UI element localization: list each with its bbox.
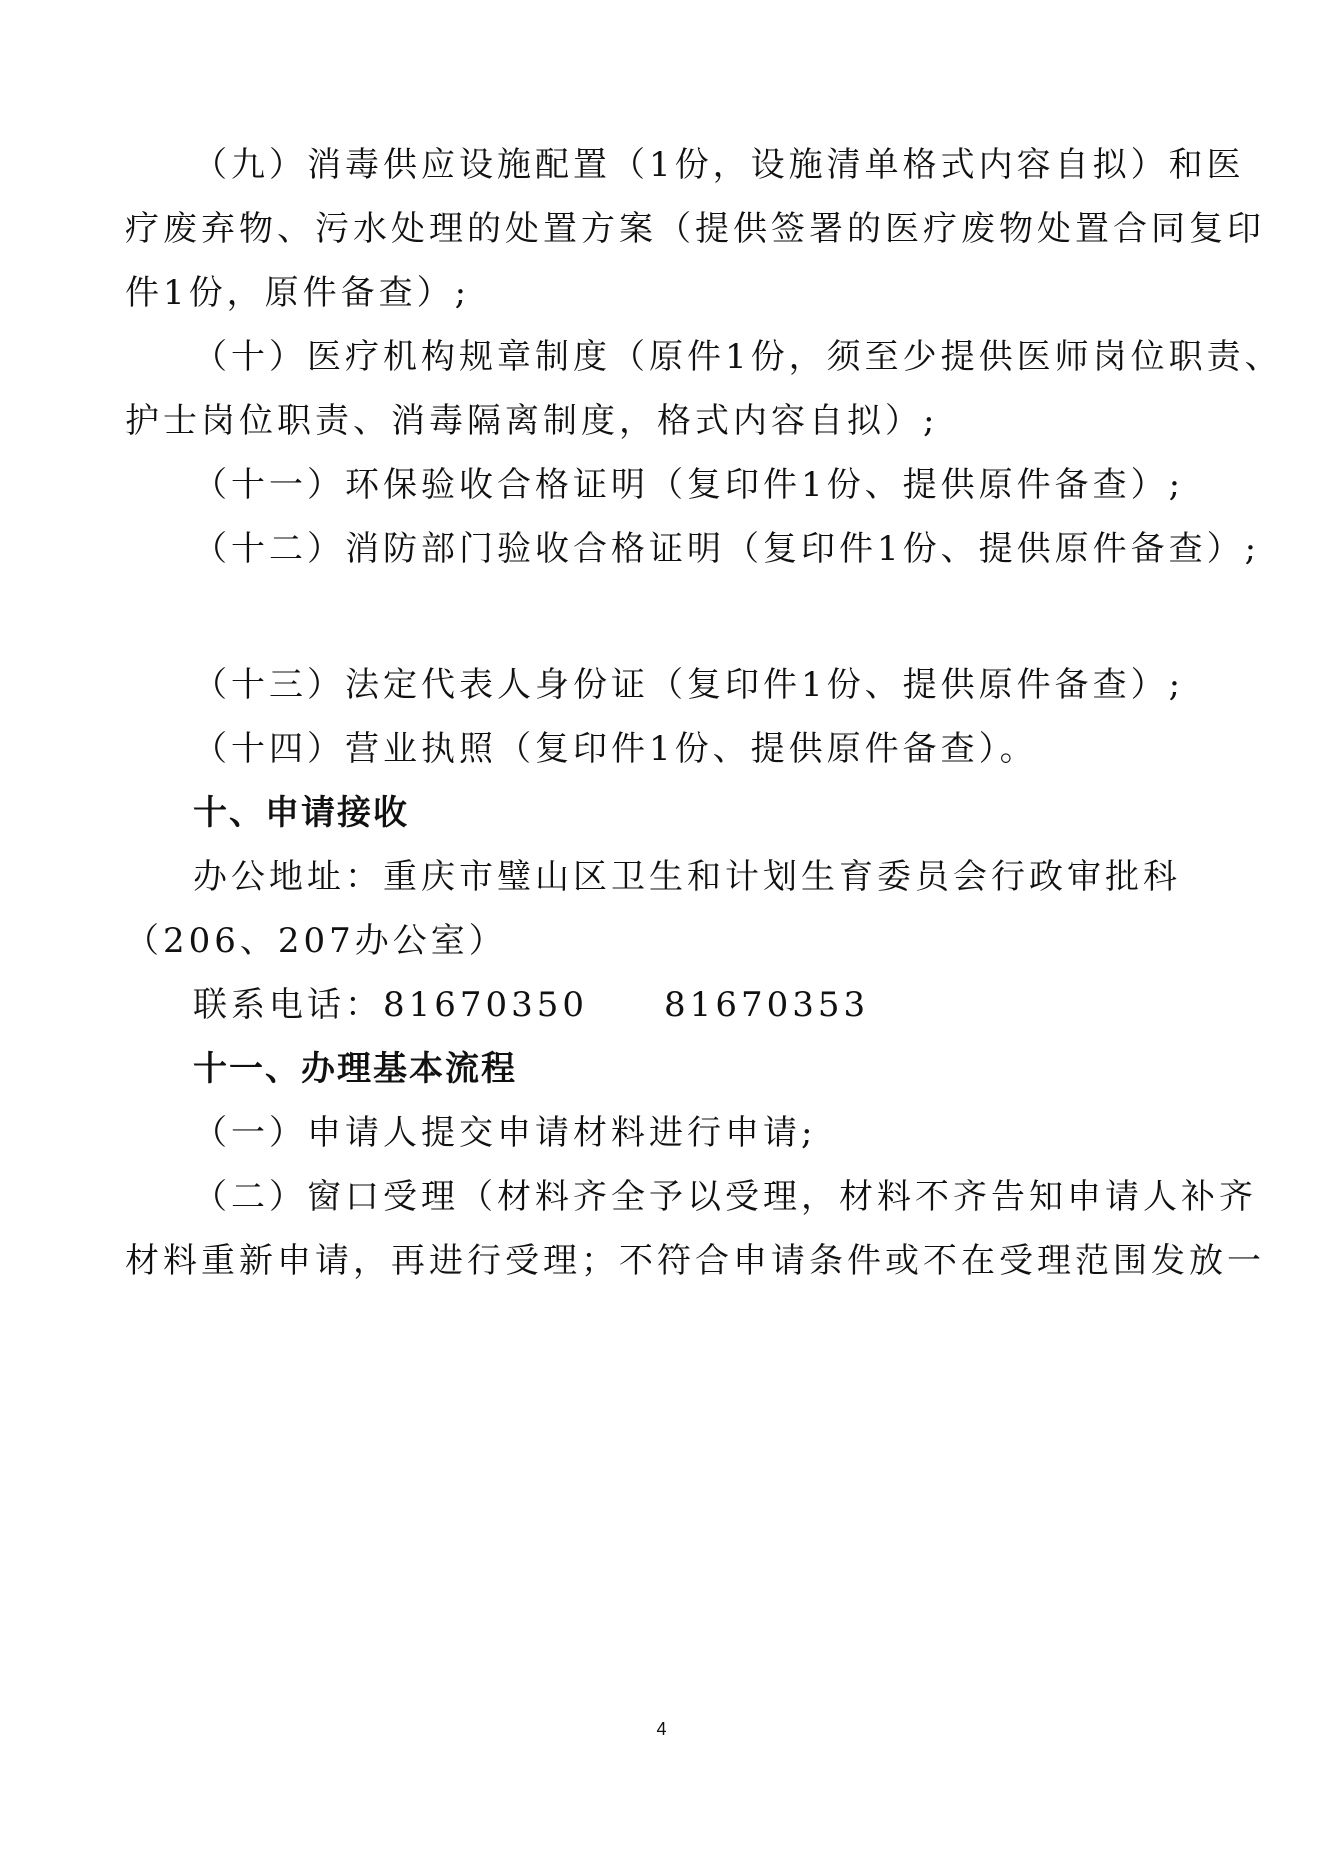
text-line-item-14: （十四）营业执照（复印件1份、提供原件备查）。 — [193, 729, 1038, 769]
text-line-item-10: （十）医疗机构规章制度（原件1份，须至少提供医师岗位职责、 — [193, 337, 1283, 377]
text-line-item-13: （十三）法定代表人身份证（复印件1份、提供原件备查）; — [193, 665, 1185, 705]
text-line-step-2: （二）窗口受理（材料齐全予以受理，材料不齐告知申请人补齐 — [193, 1177, 1257, 1217]
text-line-step-1: （一）申请人提交申请材料进行申请; — [193, 1113, 817, 1153]
text-line-item-9-end: 件1份，原件备查）; — [125, 273, 471, 313]
text-line-item-9-cont: 疗废弃物、污水处理的处置方案（提供签署的医疗废物处置合同复印 — [125, 209, 1265, 249]
contact-phone-line: 联系电话：81670350 81670353 — [193, 985, 870, 1025]
office-address-line: 办公地址：重庆市璧山区卫生和计划生育委员会行政审批科 — [193, 857, 1181, 897]
office-room-line: （206、207办公室） — [125, 921, 507, 961]
text-line-item-12: （十二）消防部门验收合格证明（复印件1份、提供原件备查）; — [193, 529, 1261, 569]
section-heading-10: 十、申请接收 — [193, 793, 409, 833]
text-line-step-2-cont: 材料重新申请，再进行受理；不符合申请条件或不在受理范围发放一 — [125, 1241, 1265, 1281]
page-number: 4 — [656, 1719, 667, 1739]
text-line-item-10-end: 护士岗位职责、消毒隔离制度，格式内容自拟）; — [125, 401, 939, 441]
text-line-item-9: （九）消毒供应设施配置（1份，设施清单格式内容自拟）和医 — [193, 145, 1245, 185]
section-heading-11: 十一、办理基本流程 — [193, 1049, 517, 1089]
text-line-item-11: （十一）环保验收合格证明（复印件1份、提供原件备查）; — [193, 465, 1185, 505]
